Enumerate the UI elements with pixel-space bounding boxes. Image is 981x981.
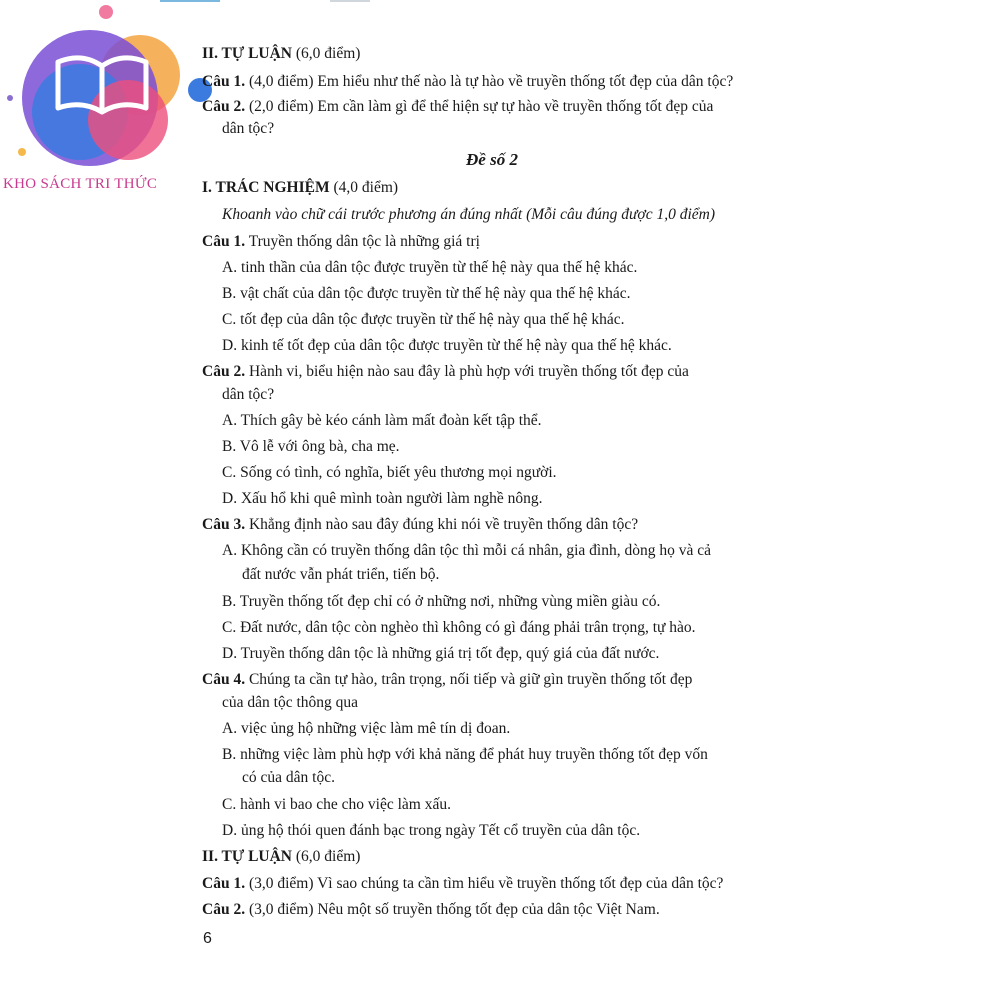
option-d: D. Truyền thống dân tộc là những giá trị tốt đẹp, quý giá của đất nước.	[222, 645, 660, 662]
essay-question-2	[202, 97, 713, 117]
option-b: B. Vô lễ với ông bà, cha mẹ.	[222, 438, 400, 455]
part2-heading-points: (6,0 điểm)	[295, 848, 361, 865]
part1-heading-points: (4,0 điểm)	[333, 179, 399, 196]
question-label: Câu 2.	[202, 901, 246, 918]
top-accent-bar	[330, 0, 370, 2]
option-a: A. Thích gây bè kéo cánh làm mất đoàn kết tập thể.	[222, 412, 542, 429]
part2-heading-label: II. TỰ LUẬN	[202, 848, 293, 865]
question-text: (2,0 điểm) Em cần làm gì để thể hiện sự tự hào về truyền thống tốt đẹp của	[248, 98, 714, 115]
option-a: A. tinh thần của dân tộc được truyền từ thế hệ này qua thế hệ khác.	[222, 259, 638, 276]
part2-heading	[202, 847, 360, 867]
question-label: Câu 1.	[202, 233, 246, 250]
option-a: A. Không cần có truyền thống dân tộc thì mỗi cá nhân, gia đình, dòng họ và cả	[222, 542, 711, 559]
question-label: Câu 3.	[202, 516, 246, 533]
essay-question-1	[202, 72, 733, 92]
option-d: D. ủng hộ thói quen đánh bạc trong ngày Tết cổ truyền của dân tộc.	[222, 822, 641, 839]
option-c: C. hành vi bao che cho việc làm xấu.	[222, 796, 451, 813]
option-a-continued: đất nước vẫn phát triển, tiến bộ.	[242, 566, 440, 583]
essay-question-1	[202, 874, 723, 894]
section-heading	[202, 44, 360, 64]
question-text: (4,0 điểm) Em hiểu như thế nào là tự hào về truyền thống tốt đẹp của dân tộc?	[248, 73, 734, 90]
essay-question-2	[202, 900, 660, 920]
question-label: Câu 2.	[202, 363, 246, 380]
option-b: B. những việc làm phù hợp với khả năng để phát huy truyền thống tốt đẹp vốn	[222, 746, 708, 763]
question-text: Truyền thống dân tộc là những giá trị	[248, 233, 480, 250]
page-number: 6	[203, 930, 212, 947]
question-text: (3,0 điểm) Vì sao chúng ta cần tìm hiểu về truyền thống tốt đẹp của dân tộc?	[248, 875, 724, 892]
question-3	[202, 515, 638, 535]
option-b: B. Truyền thống tốt đẹp chỉ có ở những nơi, những vùng miền giàu có.	[222, 593, 661, 610]
question-text-continued: dân tộc?	[222, 120, 275, 137]
question-label: Câu 1.	[202, 875, 246, 892]
question-1	[202, 232, 480, 252]
option-d: D. kinh tế tốt đẹp của dân tộc được truyền từ thế hệ này qua thế hệ khác.	[222, 337, 672, 354]
part1-heading-label: I. TRÁC NGHIỆM	[202, 179, 330, 196]
question-label: Câu 2.	[202, 98, 246, 115]
question-text-continued: của dân tộc thông qua	[222, 694, 359, 711]
question-text: (3,0 điểm) Nêu một số truyền thống tốt đẹp của dân tộc Việt Nam.	[248, 901, 660, 918]
logo-text: KHO SÁCH TRI THỨC	[3, 176, 158, 192]
option-b-continued: có của dân tộc.	[242, 769, 335, 786]
option-b: B. vật chất của dân tộc được truyền từ thế hệ này qua thế hệ khác.	[222, 285, 631, 302]
instruction-text: Khoanh vào chữ cái trước phương án đúng nhất (Mỗi câu đúng được 1,0 điểm)	[222, 206, 715, 223]
option-a: A. việc ủng hộ những việc làm mê tín dị đoan.	[222, 720, 511, 737]
option-c: C. tốt đẹp của dân tộc được truyền từ thế hệ này qua thế hệ khác.	[222, 311, 625, 328]
question-text: Chúng ta cần tự hào, trân trọng, nối tiếp và giữ gìn truyền thống tốt đẹp	[248, 671, 693, 688]
option-d: D. Xấu hổ khi quê mình toàn người làm nghề nông.	[222, 490, 543, 507]
section-heading-label: II. TỰ LUẬN	[202, 45, 293, 62]
exam-title: Đề số 2	[466, 150, 518, 169]
question-4	[202, 670, 692, 690]
option-c: C. Sống có tình, có nghĩa, biết yêu thương mọi người.	[222, 464, 557, 481]
section-heading-points: (6,0 điểm)	[295, 45, 361, 62]
option-c: C. Đất nước, dân tộc còn nghèo thì không có gì đáng phải trân trọng, tự hào.	[222, 619, 696, 636]
question-2	[202, 362, 689, 382]
question-label: Câu 4.	[202, 671, 246, 688]
question-label: Câu 1.	[202, 73, 246, 90]
question-text: Khẳng định nào sau đây đúng khi nói về truyền thống dân tộc?	[248, 516, 639, 533]
part1-heading	[202, 178, 398, 198]
question-text: Hành vi, biểu hiện nào sau đây là phù hợp với truyền thống tốt đẹp của	[248, 363, 689, 380]
question-text-continued: dân tộc?	[222, 386, 275, 403]
